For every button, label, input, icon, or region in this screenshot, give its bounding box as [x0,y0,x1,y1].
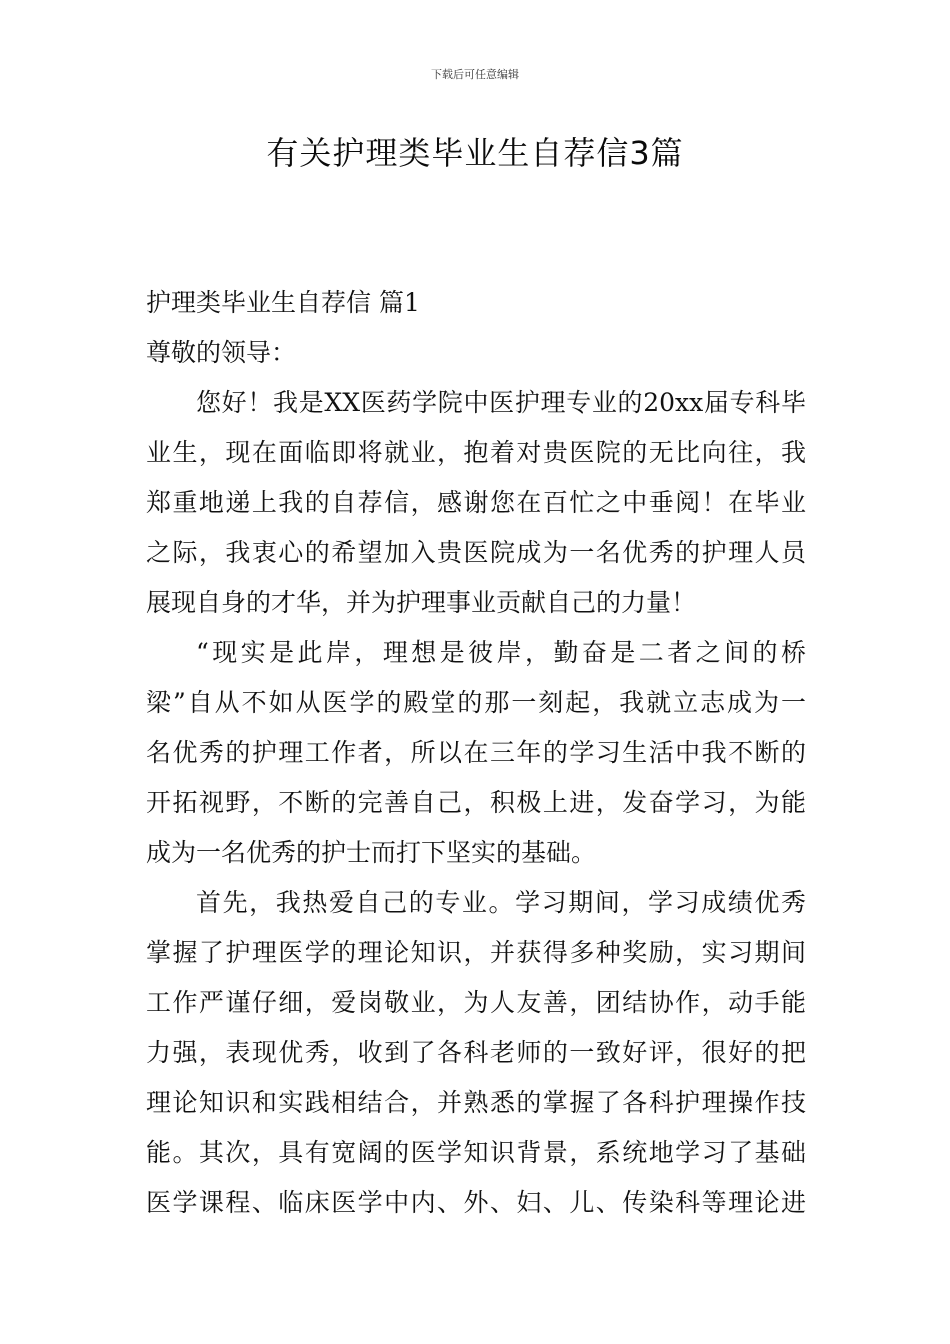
paragraph-line: 梁”自从不如从医学的殿堂的那一刻起，我就立志成为一 [146,688,806,717]
paragraph-line: 成为一名优秀的护士而打下坚实的基础。 [146,838,597,867]
paragraph-line: “现实是此岸，理想是彼岸，勤奋是二者之间的桥 [196,638,806,667]
paragraph-line: 医学课程、临床医学中内、外、妇、儿、传染科等理论进 [146,1188,806,1217]
document-title: 有关护理类毕业生自荐信3篇 [266,134,684,172]
paragraph-line: 能。其次，具有宽阔的医学知识背景，系统地学习了基础 [146,1138,806,1167]
paragraph-line: 名优秀的护理工作者，所以在三年的学习生活中我不断的 [146,738,806,767]
paragraph-line: 之际，我衷心的希望加入贵医院成为一名优秀的护理人员 [146,538,806,567]
paragraph-line: 工作严谨仔细，爱岗敬业，为人友善，团结协作，动手能 [146,988,806,1017]
paragraph-line: 郑重地递上我的自荐信，感谢您在百忙之中垂阅！在毕业 [146,488,806,517]
paragraph-1 [146,378,806,628]
paragraph-line: 掌握了护理医学的理论知识，并获得多种奖励，实习期间 [146,938,806,967]
paragraph-line: 理论知识和实践相结合，并熟悉的掌握了各科护理操作技 [146,1088,806,1117]
section-heading: 护理类毕业生自荐信 篇1 [146,288,420,317]
paragraph-line: 您好！我是XX医药学院中医护理专业的20xx届专科毕 [196,388,806,417]
paragraph-2 [146,628,806,878]
header-note: 下载后可任意编辑 [431,68,519,81]
paragraph-line: 业生，现在面临即将就业，抱着对贵医院的无比向往，我 [146,438,806,467]
document-body [146,278,806,1228]
paragraph-3 [146,878,806,1228]
paragraph-line: 力强，表现优秀，收到了各科老师的一致好评，很好的把 [146,1038,806,1067]
salutation: 尊敬的领导： [146,338,297,367]
paragraph-line: 开拓视野，不断的完善自己，积极上进，发奋学习，为能 [146,788,806,817]
paragraph-line: 展现自身的才华，并为护理事业贡献自己的力量！ [146,588,697,617]
paragraph-line: 首先，我热爱自己的专业。学习期间，学习成绩优秀 [196,888,806,917]
